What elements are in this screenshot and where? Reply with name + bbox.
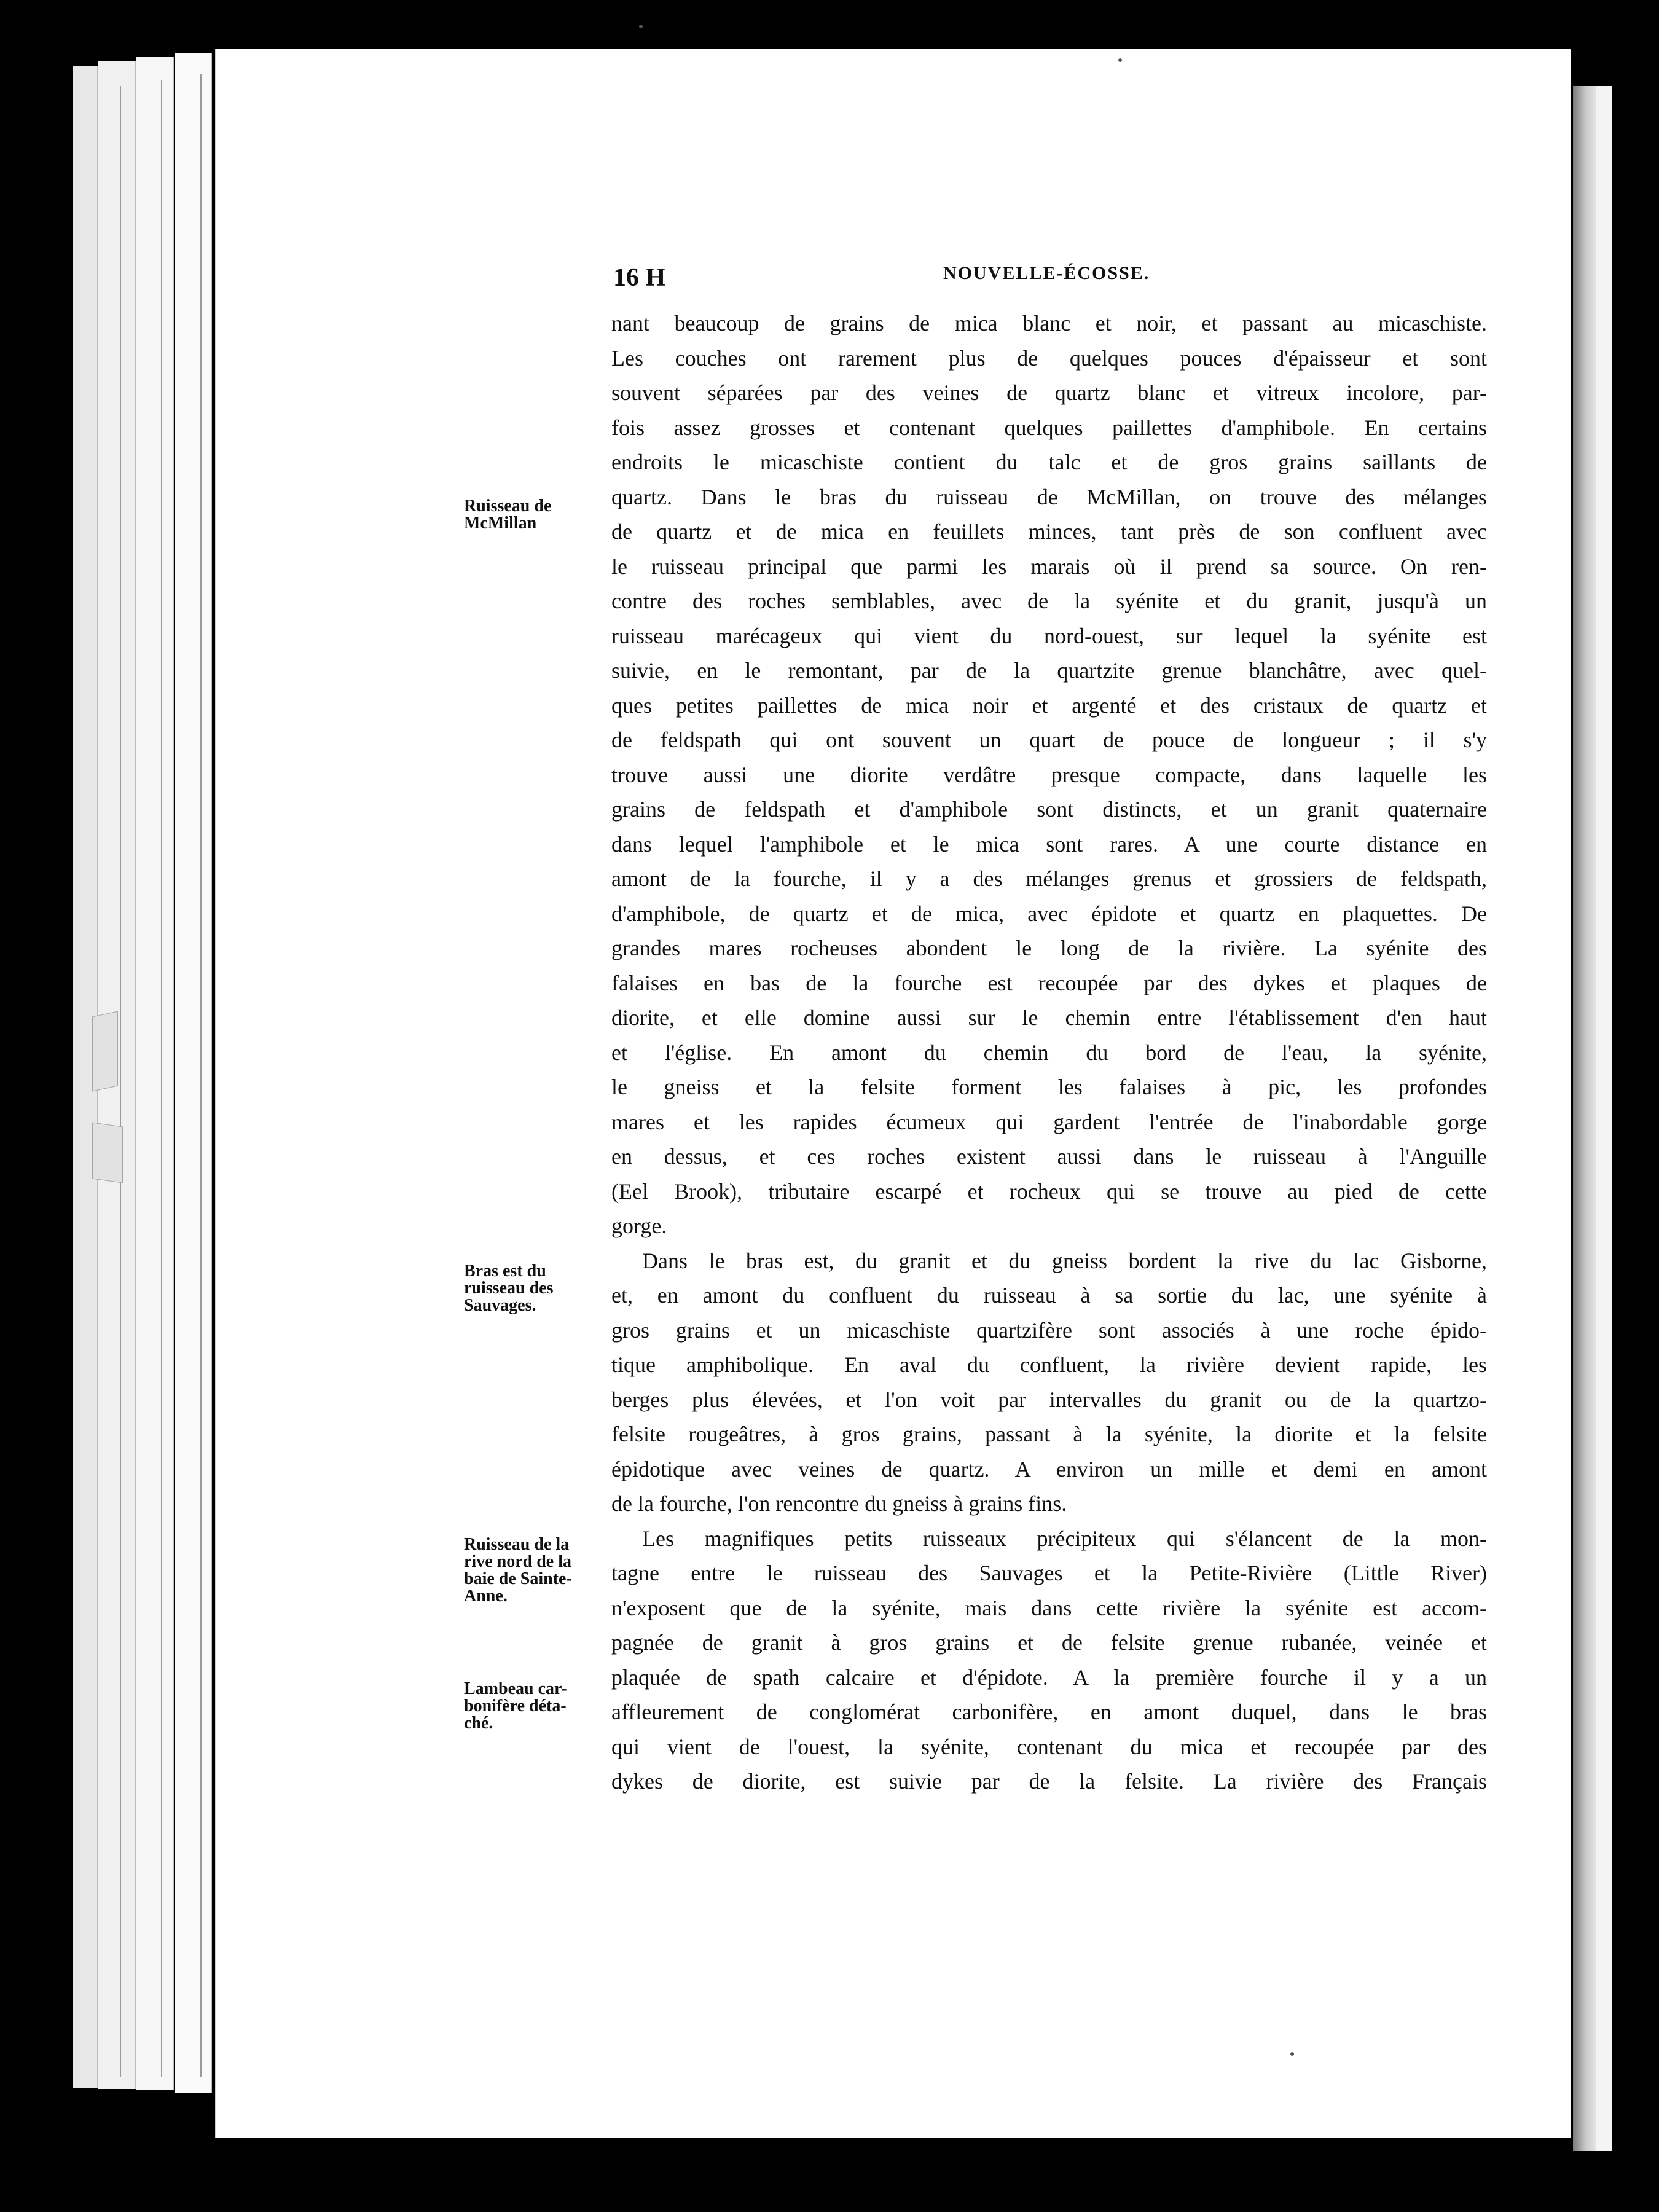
- body-line: mares et les rapides écumeux qui gardent l'entrée de l'inabordable gorge: [611, 1109, 1487, 1134]
- body-line: d'amphibole, de quartz et de mica, avec épidote et quartz en plaquettes. De: [611, 901, 1487, 926]
- body-line: grains de feldspath et d'amphibole sont distincts, et un granit quaternaire: [611, 797, 1487, 822]
- body-line: tagne entre le ruisseau des Sauvages et la Petite-Rivière (Little River): [611, 1561, 1487, 1585]
- body-line: le ruisseau principal que parmi les marais où il prend sa source. On ren-: [611, 554, 1487, 579]
- body-line: souvent séparées par des veines de quartz blanc et vitreux incolore, par-: [611, 380, 1487, 405]
- margin-note-line: Lambeau car-: [464, 1679, 567, 1698]
- body-line: berges plus élevées, et l'on voit par intervalles du granit ou de la quartzo-: [611, 1387, 1487, 1412]
- body-line: falaises en bas de la fourche est recoupée par des dykes et plaques de: [611, 970, 1487, 995]
- body-line: de quartz et de mica en feuillets minces, tant près de son confluent avec: [611, 519, 1487, 544]
- body-line: le gneiss et la felsite forment les falaises à pic, les profondes: [611, 1075, 1487, 1099]
- body-line: dykes de diorite, est suivie par de la felsite. La rivière des Français: [611, 1769, 1487, 1794]
- margin-note-line: ruisseau des: [464, 1279, 554, 1298]
- scan-speck: [1290, 2052, 1294, 2056]
- facing-page-gutter: [1573, 86, 1596, 2151]
- margin-note-bras-est: [464, 1263, 618, 1314]
- margin-note-line: McMillan: [464, 514, 537, 533]
- body-line: en dessus, et ces roches existent aussi dans le ruisseau à l'Anguille: [611, 1144, 1487, 1169]
- margin-note-line: Ruisseau de: [464, 496, 552, 516]
- body-line: épidotique avec veines de quartz. A environ un mille et demi en amont: [611, 1456, 1487, 1481]
- body-line: Dans le bras est, du granit et du gneiss bordent la rive du lac Gisborne,: [642, 1248, 1487, 1273]
- torn-paper-fragment: [92, 1011, 118, 1092]
- margin-note-line: Bras est du: [464, 1261, 546, 1281]
- facing-page-edge: [1596, 86, 1612, 2151]
- margin-note-line: rive nord de la: [464, 1552, 571, 1571]
- body-text: [611, 306, 1487, 1799]
- body-line: nant beaucoup de grains de mica blanc et noir, et passant au micaschiste.: [611, 311, 1487, 335]
- page-edge-line: [161, 80, 162, 2077]
- page-edge: [136, 57, 174, 2090]
- margin-note-line: ché.: [464, 1714, 493, 1733]
- margin-note-line: baie de Sainte-: [464, 1569, 572, 1588]
- body-line: et, en amont du confluent du ruisseau à sa sortie du lac, une syénite à: [611, 1283, 1487, 1308]
- scan-speck: [1118, 58, 1122, 62]
- page-edge-line: [120, 86, 121, 2077]
- margin-note-ruisseau-mcmillan: [464, 498, 618, 532]
- body-line: ques petites paillettes de mica noir et argenté et des cristaux de quartz et: [611, 692, 1487, 718]
- body-line: gorge.: [611, 1214, 667, 1238]
- body-line: grandes mares rocheuses abondent le long de la rivière. La syénite des: [611, 936, 1487, 960]
- body-line: qui vient de l'ouest, la syénite, contenant du mica et recoupée par des: [611, 1734, 1487, 1759]
- body-line: diorite, et elle domine aussi sur le chemin entre l'établissement d'en haut: [611, 1005, 1487, 1030]
- body-line: amont de la fourche, il y a des mélanges grenus et grossiers de feldspath,: [611, 866, 1487, 891]
- torn-paper-fragment: [92, 1122, 123, 1183]
- margin-note-lambeau-carbonifere: [464, 1681, 618, 1732]
- running-title: NOUVELLE-ÉCOSSE.: [943, 263, 1150, 283]
- body-line: contre des roches semblables, avec de la syénite et du granit, jusqu'à un: [611, 589, 1487, 613]
- body-line: fois assez grosses et contenant quelques paillettes d'amphibole. En certains: [611, 415, 1487, 440]
- margin-note-line: bonifère déta-: [464, 1696, 567, 1716]
- body-line: n'exposent que de la syénite, mais dans cette rivière la syénite est accom-: [611, 1595, 1487, 1620]
- body-line: endroits le micaschiste contient du talc et de gros grains saillants de: [611, 450, 1487, 474]
- body-line: pagnée de granit à gros grains et de felsite grenue rubanée, veinée et: [611, 1630, 1487, 1655]
- page-edge-line: [200, 74, 202, 2077]
- body-line: Les magnifiques petits ruisseaux précipiteux qui s'élancent de la mon-: [642, 1526, 1487, 1551]
- body-line: de feldspath qui ont souvent un quart de pouce de longueur ; il s'y: [611, 728, 1487, 752]
- body-line: tique amphibolique. En aval du confluent, la rivière devient rapide, les: [611, 1352, 1487, 1377]
- body-line: ruisseau marécageux qui vient du nord-ouest, sur lequel la syénite est: [611, 623, 1487, 648]
- margin-note-line: Ruisseau de la: [464, 1535, 570, 1554]
- body-line: trouve aussi une diorite verdâtre presque compacte, dans laquelle les: [611, 762, 1487, 787]
- scan-speck: [639, 25, 643, 28]
- body-line: dans lequel l'amphibole et le mica sont rares. A une courte distance en: [611, 831, 1487, 857]
- body-line: felsite rougeâtres, à gros grains, passant à la syénite, la diorite et la felsite: [611, 1422, 1487, 1446]
- margin-note-line: Sauvages.: [464, 1296, 536, 1315]
- body-line: affleurement de conglomérat carbonifère, en amont duquel, dans le bras: [611, 1700, 1487, 1724]
- body-line: Les couches ont rarement plus de quelques pouces d'épaisseur et sont: [611, 345, 1487, 371]
- body-line: suivie, en le remontant, par de la quartzite grenue blanchâtre, avec quel-: [611, 658, 1487, 683]
- body-line: de la fourche, l'on rencontre du gneiss à grains fins.: [611, 1491, 1067, 1516]
- body-line: (Eel Brook), tributaire escarpé et rocheux qui se trouve au pied de cette: [611, 1179, 1487, 1204]
- body-line: quartz. Dans le bras du ruisseau de McMillan, on trouve des mélanges: [611, 484, 1487, 509]
- page-edge: [175, 53, 212, 2093]
- body-line: gros grains et un micaschiste quartzifère sont associés à une roche épido-: [611, 1317, 1487, 1343]
- body-line: plaquée de spath calcaire et d'épidote. A la première fourche il y a un: [611, 1665, 1487, 1690]
- body-line: et l'église. En amont du chemin du bord de l'eau, la syénite,: [611, 1040, 1487, 1065]
- margin-note-rive-nord: [464, 1536, 618, 1605]
- margin-note-line: Anne.: [464, 1586, 508, 1606]
- page-number: 16 H: [613, 264, 666, 292]
